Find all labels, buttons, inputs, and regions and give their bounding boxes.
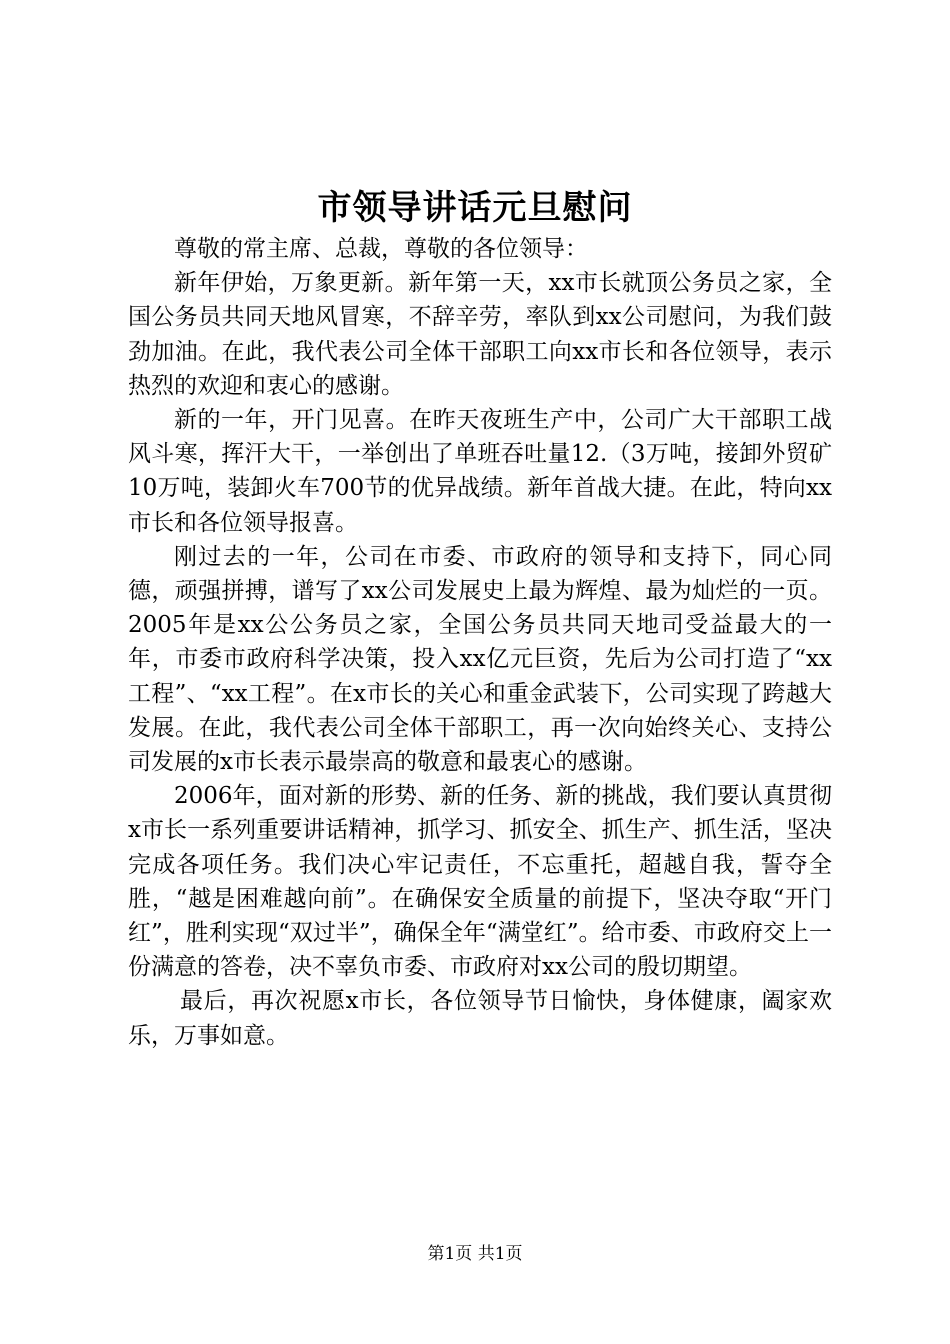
document-title: 市领导讲话元旦慰问: [317, 188, 633, 228]
body-paragraph: 新年伊始，万象更新。新年第一天，xx市长就顶公务员之家，全国公务员共同天地风冒寒，不辞辛劳，率队到xx公司慰问，为我们鼓劲加油。在此，我代表公司全体干部职工向xx市长和各位领导，表示热烈的欢迎和衷心的感谢。: [128, 270, 832, 399]
page-footer: 第1页 共1页: [427, 1244, 523, 1264]
document-body: [128, 232, 832, 1053]
salutation-paragraph: 尊敬的常主席、总裁，尊敬的各位领导：: [174, 236, 588, 262]
body-paragraph: 2006年，面对新的形势、新的任务、新的挑战，我们要认真贯彻x市长一系列重要讲话精神，抓学习、抓安全、抓生产、抓生活，坚决完成各项任务。我们决心牢记责任，不忘重托，超越自我，誓夺全胜，“越是困难越向前”。在确保安全质量的前提下，坚决夺取“开门红”，胜利实现“双过半”，确保全年“满堂红”。给市委、市政府交上一份满意的答卷，决不辜负市委、市政府对xx公司的殷切期望。: [128, 783, 832, 981]
closing-paragraph: 最后，再次祝愿x市长，各位领导节日愉快，身体健康，阖家欢乐，万事如意。: [128, 988, 832, 1049]
body-paragraph: 刚过去的一年，公司在市委、市政府的领导和支持下，同心同德，顽强拼搏，谱写了xx公司发展史上最为辉煌、最为灿烂的一页。2005年是xx公公务员之家，全国公务员共同天地司受益最大的一年，市委市政府科学决策，投入xx亿元巨资，先后为公司打造了“xx工程”、“xx工程”。在x市长的关心和重金武装下，公司实现了跨越大发展。在此，我代表公司全体干部职工，再一次向始终关心、支持公司发展的x市长表示最崇高的敬意和最衷心的感谢。: [128, 543, 832, 776]
body-paragraph: 新的一年，开门见喜。在昨天夜班生产中，公司广大干部职工战风斗寒，挥汗大干，一举创出了单班吞吐量12.（3万吨，接卸外贸矿10万吨，装卸火车700节的优异战绩。新年首战大捷。在此，特向xx市长和各位领导报喜。: [128, 407, 832, 536]
